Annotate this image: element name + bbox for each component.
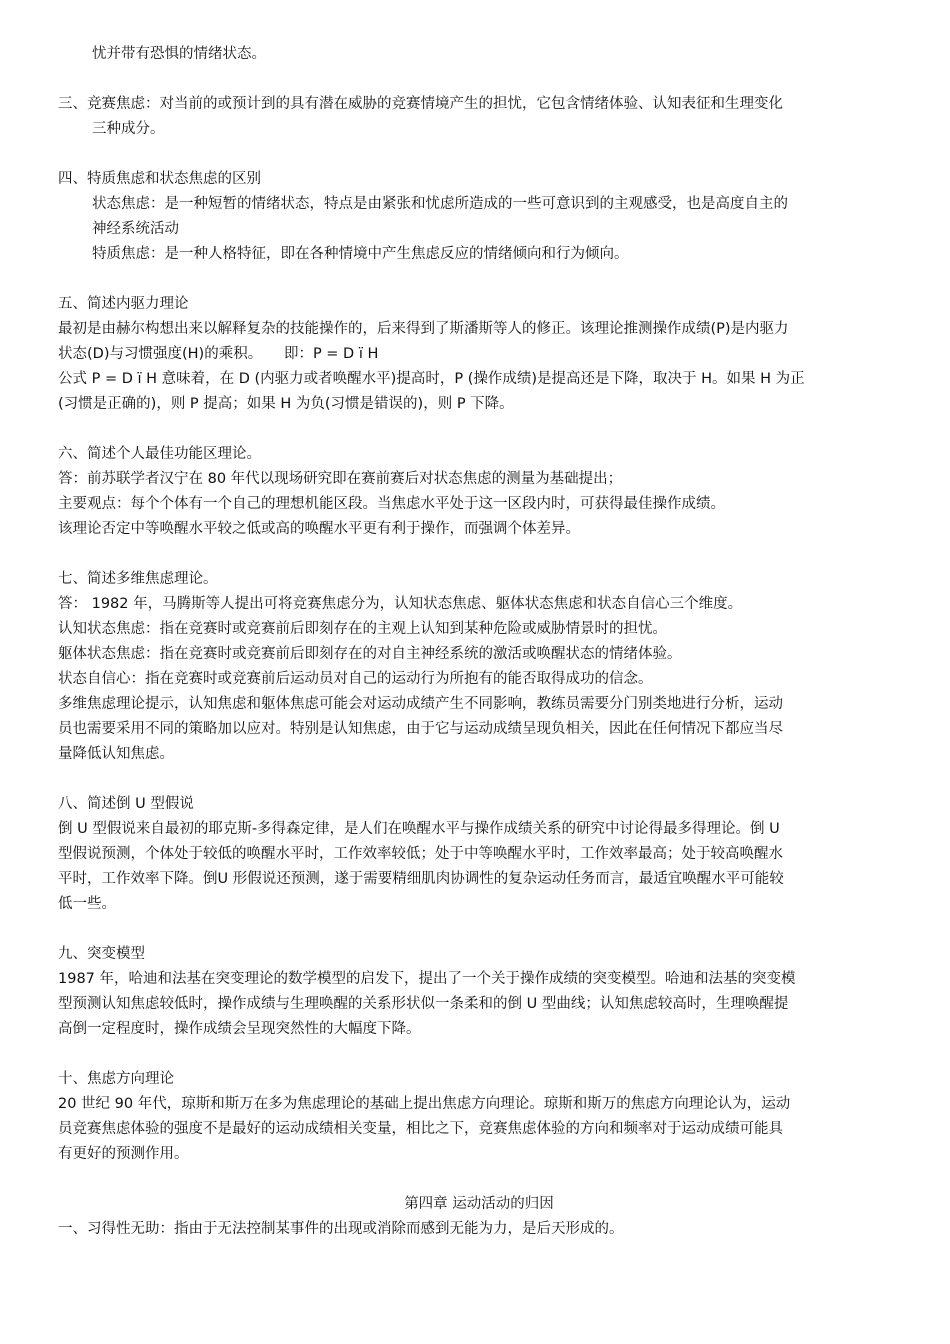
section-3-title: 三、竞赛焦虑：对当前的或预计到的具有潜在威胁的竞赛情境产生的担忧，它包含情绪体验、认知表征和生理变化 — [58, 96, 783, 112]
document-page — [58, 42, 900, 1242]
paragraph-line: 特质焦虑：是一种人格特征，即在各种情境中产生焦虑反应的情绪倾向和行为倾向。 — [92, 246, 629, 262]
section-8-title: 八、简述倒 U 型假说 — [58, 796, 194, 812]
blank-line — [58, 542, 900, 567]
section-5-title: 五、简述内驱力理论 — [58, 296, 189, 312]
paragraph-line: 高倒一定程度时，操作成绩会呈现突然性的大幅度下降。 — [58, 1021, 421, 1037]
paragraph-line: 平时，工作效率下降。倒U 形假说还预测，遂于需要精细肌肉协调性的复杂运动任务而言，最适宜唤醒水平可能较 — [58, 871, 784, 887]
blank-line — [58, 142, 900, 167]
section-4-title: 四、特质焦虑和状态焦虑的区别 — [58, 171, 261, 187]
paragraph-line: 最初是由赫尔构想出来以解释复杂的技能操作的，后来得到了斯潘斯等人的修正。该理论推测操作成绩(P)是内驱力 — [58, 321, 789, 337]
blank-line — [58, 767, 900, 792]
blank-line — [58, 67, 900, 92]
section-9-title: 九、突变模型 — [58, 946, 145, 962]
paragraph-line: 1987 年，哈迪和法基在突变理论的数学模型的启发下，提出了一个关于操作成绩的突变模型。哈迪和法基的突变模 — [58, 971, 796, 987]
paragraph-line: 员竞赛焦虑体验的强度不是最好的运动成绩相关变量，相比之下，竞赛焦虑体验的方向和频率对于运动成绩可能具 — [58, 1121, 783, 1137]
paragraph-line: 倒 U 型假说来自最初的耶克斯-多得森定律，是人们在唤醒水平与操作成绩关系的研究中讨论得最多得理论。倒 U — [58, 821, 780, 837]
paragraph-line: 20 世纪 90 年代，琼斯和斯万在多为焦虑理论的基础上提出焦虑方向理论。琼斯和斯万的焦虑方向理论认为，运动 — [58, 1096, 791, 1112]
section-10-title: 十、焦虑方向理论 — [58, 1071, 174, 1087]
blank-line — [58, 267, 900, 292]
paragraph-line: 多维焦虑理论提示，认知焦虑和躯体焦虑可能会对运动成绩产生不同影响，教练员需要分门别类地进行分析，运动 — [58, 696, 783, 712]
blank-line — [58, 1167, 900, 1192]
paragraph-line: 该理论否定中等唤醒水平较之低或高的唤醒水平更有利于操作，而强调个体差异。 — [58, 521, 580, 537]
blank-line — [58, 917, 900, 942]
paragraph-line: 主要观点：每个个体有一个自己的理想机能区段。当焦虑水平处于这一区段内时，可获得最佳操作成绩。 — [58, 496, 725, 512]
paragraph-line: 忧并带有恐惧的情绪状态。 — [92, 46, 266, 62]
paragraph-line: 员也需要采用不同的策略加以应对。特别是认知焦虑，由于它与运动成绩呈现负相关，因此在任何情况下都应当尽 — [58, 721, 783, 737]
paragraph-line: 状态自信心：指在竞赛时或竞赛前后运动员对自己的运动行为所抱有的能否取得成功的信念。 — [58, 671, 653, 687]
paragraph-line: 状态(D)与习惯强度(H)的乘积。 即：P = D ï H — [58, 346, 379, 362]
paragraph-line: 三种成分。 — [92, 121, 165, 137]
paragraph-line: 型假说预测，个体处于较低的唤醒水平时，工作效率较低；处于中等唤醒水平时，工作效率最高；处于较高唤醒水 — [58, 846, 783, 862]
paragraph-line: 有更好的预测作用。 — [58, 1146, 189, 1162]
paragraph-line: 躯体状态焦虑：指在竞赛时或竞赛前后即刻存在的对自主神经系统的激活或唤醒状态的情绪体验。 — [58, 646, 682, 662]
chapter-title: 第四章 运动活动的归因 — [404, 1196, 554, 1212]
blank-line — [58, 417, 900, 442]
section-7-title: 七、简述多维焦虑理论。 — [58, 571, 218, 587]
paragraph-line: 量降低认知焦虑。 — [58, 746, 174, 762]
paragraph-line: 型预测认知焦虑较低时，操作成绩与生理唤醒的关系形状似一条柔和的倒 U 型曲线；认知焦虑较高时，生理唤醒提 — [58, 996, 789, 1012]
paragraph-line: 答： 1982 年，马腾斯等人提出可将竞赛焦虑分为，认知状态焦虑、躯体状态焦虑和状态自信心三个维度。 — [58, 596, 743, 612]
paragraph-line: 神经系统活动 — [92, 221, 179, 237]
paragraph-line: 状态焦虑：是一种短暂的情绪状态，特点是由紧张和忧虑所造成的一些可意识到的主观感受，也是高度自主的 — [92, 196, 788, 212]
paragraph-line: 公式 P = D ï H 意味着，在 D (内驱力或者唤醒水平)提高时，P (操作成绩)是提高还是下降，取决于 H。如果 H 为正 — [58, 371, 805, 387]
paragraph-line: 低一些。 — [58, 896, 116, 912]
paragraph-line: 认知状态焦虑：指在竞赛时或竞赛前后即刻存在的主观上认知到某种危险或威胁情景时的担忧。 — [58, 621, 667, 637]
paragraph-line: 答：前苏联学者汉宁在 80 年代以现场研究即在赛前赛后对状态焦虑的测量为基础提出； — [58, 471, 623, 487]
section-6-title: 六、简述个人最佳功能区理论。 — [58, 446, 261, 462]
blank-line — [58, 1042, 900, 1067]
paragraph-line: 一、习得性无助：指由于无法控制某事件的出现或消除而感到无能为力，是后天形成的。 — [58, 1221, 624, 1237]
paragraph-line: (习惯是正确的)，则 P 提高；如果 H 为负(习惯是错误的)，则 P 下降。 — [58, 396, 514, 412]
